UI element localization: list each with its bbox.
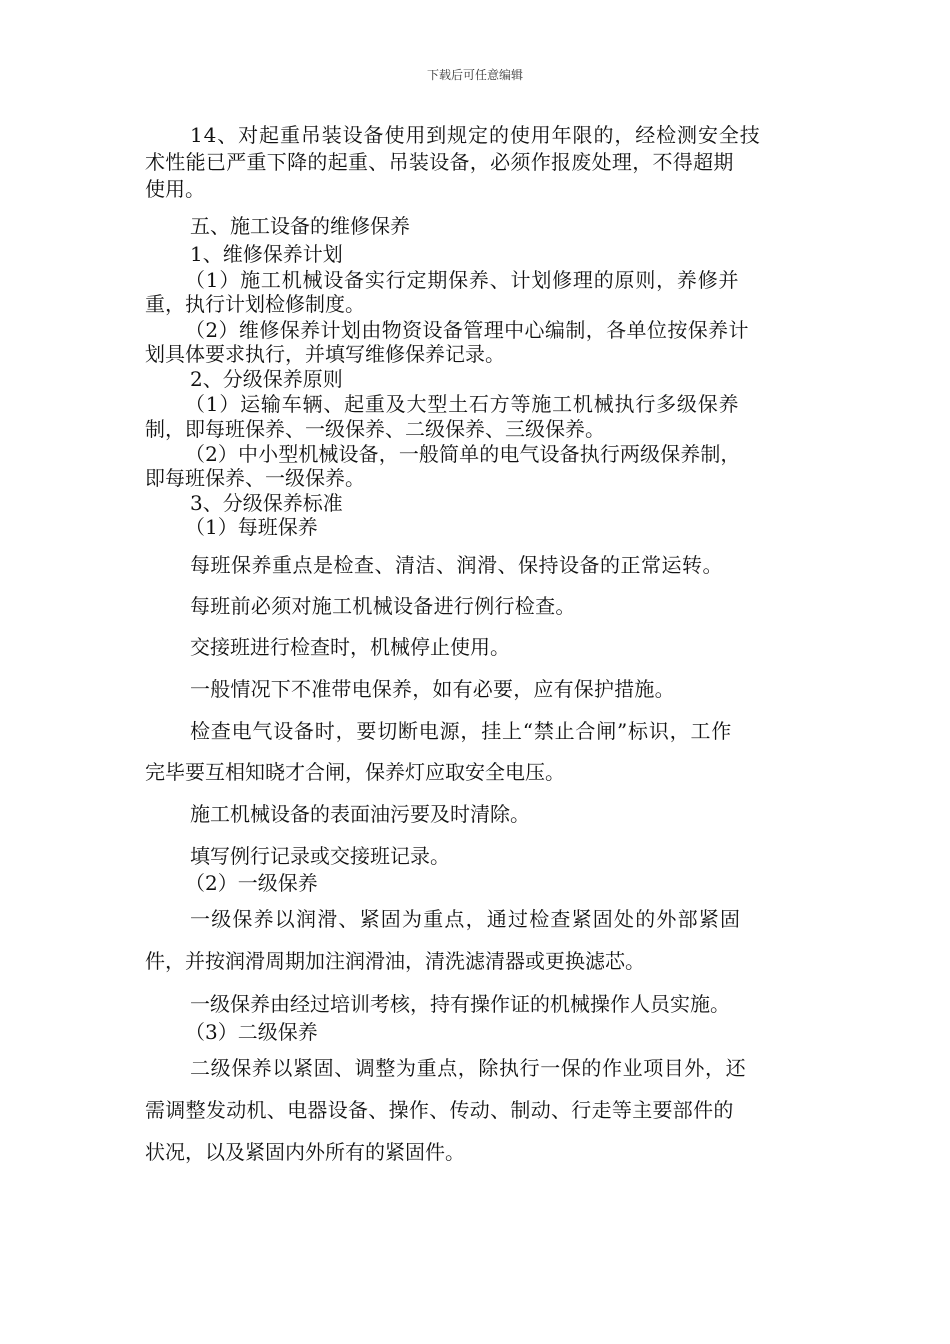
paragraph-line: 每班前必须对施工机械设备进行例行检查。 [190,594,576,618]
page-header-note: 下载后可任意编辑 [426,68,523,82]
paragraph-line: 使用。 [145,177,205,201]
paragraph-line: （2）维修保养计划由物资设备管理中心编制，各单位按保养计 [185,318,749,342]
paragraph-line: 施工机械设备的表面油污要及时清除。 [190,802,530,826]
subsection-heading: （3）二级保养 [185,1020,318,1044]
paragraph-line: （2）中小型机械设备，一般简单的电气设备执行两级保养制， [185,442,741,466]
paragraph-line: 需调整发动机、电器设备、操作、传动、制动、行走等主要部件的 [145,1098,734,1122]
paragraph-line: 完毕要互相知晓才合闸，保养灯应取安全电压。 [145,760,565,784]
paragraph-line: 每班保养重点是检查、清洁、润滑、保持设备的正常运转。 [190,553,723,577]
paragraph-line: 填写例行记录或交接班记录。 [190,844,450,868]
subsection-heading: 2、分级保养原则 [190,367,343,391]
subsection-heading: 3、分级保养标准 [190,491,343,515]
paragraph-line: 重，执行计划检修制度。 [145,292,365,316]
paragraph-line: 划具体要求执行，并填写维修保养记录。 [145,342,505,366]
paragraph-line: （1）施工机械设备实行定期保养、计划修理的原则，养修并 [185,268,740,292]
paragraph-line: 一级保养以润滑、紧固为重点，通过检查紧固处的外部紧固 [190,907,742,931]
paragraph-line: 件，并按润滑周期加注润滑油，清洗滤清器或更换滤芯。 [145,949,645,973]
paragraph-line: 一般情况下不准带电保养，如有必要，应有保护措施。 [190,677,675,701]
paragraph-line: 术性能已严重下降的起重、吊装设备，必须作报废处理，不得超期 [145,150,734,174]
paragraph-line: 二级保养以紧固、调整为重点，除执行一保的作业项目外，还 [190,1056,747,1080]
paragraph-line: （1）运输车辆、起重及大型土石方等施工机械执行多级保养 [185,392,740,416]
paragraph-line: 即每班保养、一级保养。 [145,466,365,490]
paragraph-line: 14、对起重吊装设备使用到规定的使用年限的，经检测安全技 [190,123,761,147]
paragraph-line: 状况，以及紧固内外所有的紧固件。 [145,1140,465,1164]
subsection-heading: （2）一级保养 [185,871,318,895]
paragraph-line: 检查电气设备时，要切断电源，挂上“禁止合闸”标识，工作 [190,719,733,743]
section-heading: 五、施工设备的维修保养 [190,214,410,238]
paragraph-line: 一级保养由经过培训考核，持有操作证的机械操作人员实施。 [190,992,730,1016]
subsection-heading: （1）每班保养 [185,515,318,539]
paragraph-line: 制，即每班保养、一级保养、二级保养、三级保养。 [145,417,605,441]
paragraph-line: 交接班进行检查时，机械停止使用。 [190,635,510,659]
subsection-heading: 1、维修保养计划 [190,242,343,266]
